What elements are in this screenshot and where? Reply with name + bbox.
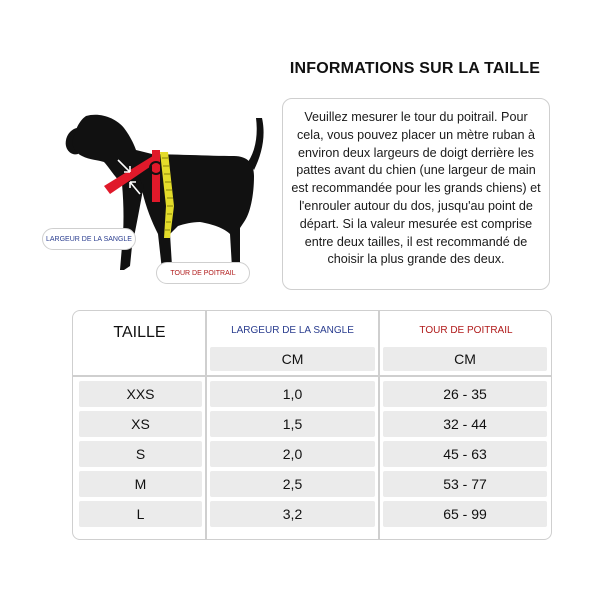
size-table (72, 310, 552, 540)
measurement-instructions: Veuillez mesurer le tour du poitrail. Pour cela, vous pouvez placer un mètre ruban à environ deux largeurs de doigt derrière les pattes avant du chien (une largeur de main est recommandée pour les grands chiens) et l'enrouler autour du dos, jusqu'au point de départ. Si la valeur mesurée est comprise entre deux tailles, il est recommandé de choisir la plus grande des deux. (282, 98, 550, 290)
header-chest: TOUR DE POITRAIL (419, 325, 513, 336)
size-cell: S (79, 441, 202, 467)
strap-width-cell: 1,0 (210, 381, 375, 407)
chest-cell: 45 - 63 (383, 441, 547, 467)
chest-cell: 32 - 44 (383, 411, 547, 437)
chest-cell: 65 - 99 (383, 501, 547, 527)
strap-width-cell: 2,0 (210, 441, 375, 467)
header-strap-width: LARGEUR DE LA SANGLE (231, 325, 354, 336)
unit-strap-width: CM (210, 347, 375, 371)
strap-width-cell: 2,5 (210, 471, 375, 497)
chest-label: TOUR DE POITRAIL (156, 262, 250, 284)
unit-chest: CM (383, 347, 547, 371)
size-cell: M (79, 471, 202, 497)
strap-width-cell: 1,5 (210, 411, 375, 437)
strap-width-label: LARGEUR DE LA SANGLE (42, 228, 136, 250)
chest-cell: 53 - 77 (383, 471, 547, 497)
size-cell: XXS (79, 381, 202, 407)
header-size: TAILLE (113, 324, 166, 341)
strap-width-cell: 3,2 (210, 501, 375, 527)
size-cell: L (79, 501, 202, 527)
dog-illustration (60, 110, 290, 285)
chest-cell: 26 - 35 (383, 381, 547, 407)
page-title: INFORMATIONS SUR LA TAILLE (289, 60, 541, 77)
size-cell: XS (79, 411, 202, 437)
